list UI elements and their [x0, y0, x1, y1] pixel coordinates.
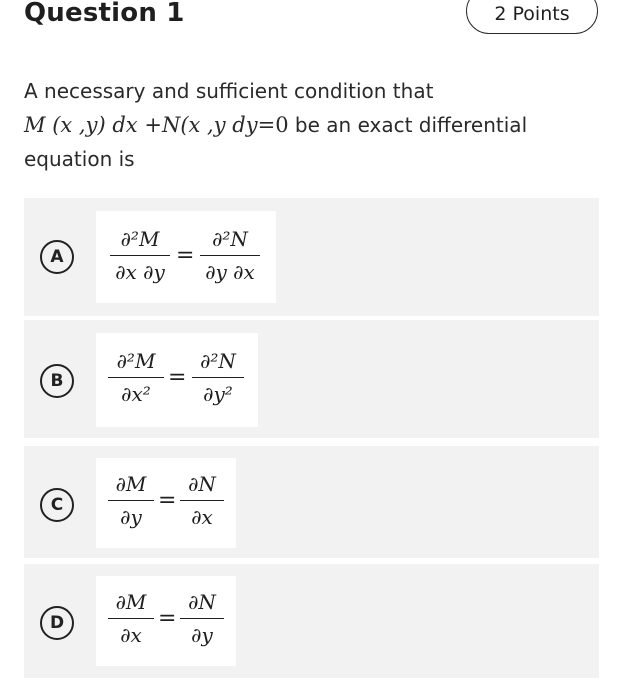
option-d-lhs-numerator: ∂M [115, 590, 147, 614]
question-title: Question 1 [24, 0, 185, 28]
math-dx: dx [112, 113, 138, 137]
option-b-lhs-numerator: ∂²M [116, 349, 156, 373]
question-text [24, 74, 604, 176]
option-a[interactable] [24, 198, 599, 316]
option-a-lhs-denominator: ∂x ∂y [115, 260, 165, 285]
question-line-3: equation is [24, 147, 135, 171]
option-b-letter: B [50, 371, 64, 391]
option-b-formula [96, 333, 258, 427]
option-a-rhs-denominator: ∂y ∂x [205, 260, 255, 285]
option-a-formula [96, 211, 276, 303]
option-d[interactable] [24, 564, 599, 678]
math-args-2: (x ,y [180, 113, 226, 137]
question-line-2-rest: be an exact differential [294, 113, 528, 137]
option-d-rhs-fraction [180, 590, 224, 647]
option-b-rhs-numerator: ∂²N [200, 349, 236, 373]
option-d-equals: = [158, 606, 177, 631]
question-header [0, 0, 624, 40]
question-line-2 [24, 108, 604, 142]
option-a-rhs-fraction [200, 227, 260, 284]
option-c-lhs-fraction [108, 472, 154, 529]
option-c-letter: C [50, 495, 64, 515]
option-d-rhs-denominator: ∂y [191, 623, 213, 648]
option-c-lhs-numerator: ∂M [115, 472, 147, 496]
option-a-lhs-fraction [110, 227, 170, 284]
question-equation [24, 113, 289, 137]
option-a-radio[interactable] [40, 240, 74, 274]
math-n: N [161, 113, 181, 137]
option-c-rhs-numerator: ∂N [188, 472, 216, 496]
option-d-formula [96, 576, 236, 666]
option-b-radio[interactable] [40, 364, 74, 398]
option-a-equals: = [176, 243, 195, 268]
option-b-lhs-denominator: ∂x² [121, 382, 151, 407]
option-b-rhs-denominator: ∂y² [203, 382, 233, 407]
math-equals: = [257, 113, 276, 137]
option-d-lhs-denominator: ∂x [120, 623, 142, 648]
option-d-radio[interactable] [40, 606, 74, 640]
math-dy: dy [232, 113, 258, 137]
option-d-rhs-numerator: ∂N [188, 590, 216, 614]
option-c-equals: = [158, 488, 177, 513]
option-b[interactable] [24, 320, 599, 438]
option-c-rhs-fraction [180, 472, 224, 529]
option-c-radio[interactable] [40, 488, 74, 522]
option-b-lhs-fraction [108, 349, 164, 406]
option-a-letter: A [50, 247, 64, 267]
option-d-letter: D [49, 613, 65, 633]
math-args-1: (x ,y) [52, 113, 106, 137]
points-badge: 2 Points [466, 0, 598, 34]
option-a-lhs-numerator: ∂²M [120, 227, 160, 251]
question-line-1: A necessary and sufficient condition that [24, 79, 434, 103]
option-c-lhs-denominator: ∂y [120, 505, 142, 530]
option-c[interactable] [24, 446, 599, 558]
option-d-lhs-fraction [108, 590, 154, 647]
option-b-equals: = [168, 365, 187, 390]
math-m: M [24, 113, 46, 137]
math-zero: 0 [275, 113, 289, 137]
option-a-rhs-numerator: ∂²N [212, 227, 248, 251]
option-b-rhs-fraction [192, 349, 244, 406]
option-c-formula [96, 458, 236, 548]
option-c-rhs-denominator: ∂x [191, 505, 213, 530]
math-plus: + [144, 113, 162, 137]
